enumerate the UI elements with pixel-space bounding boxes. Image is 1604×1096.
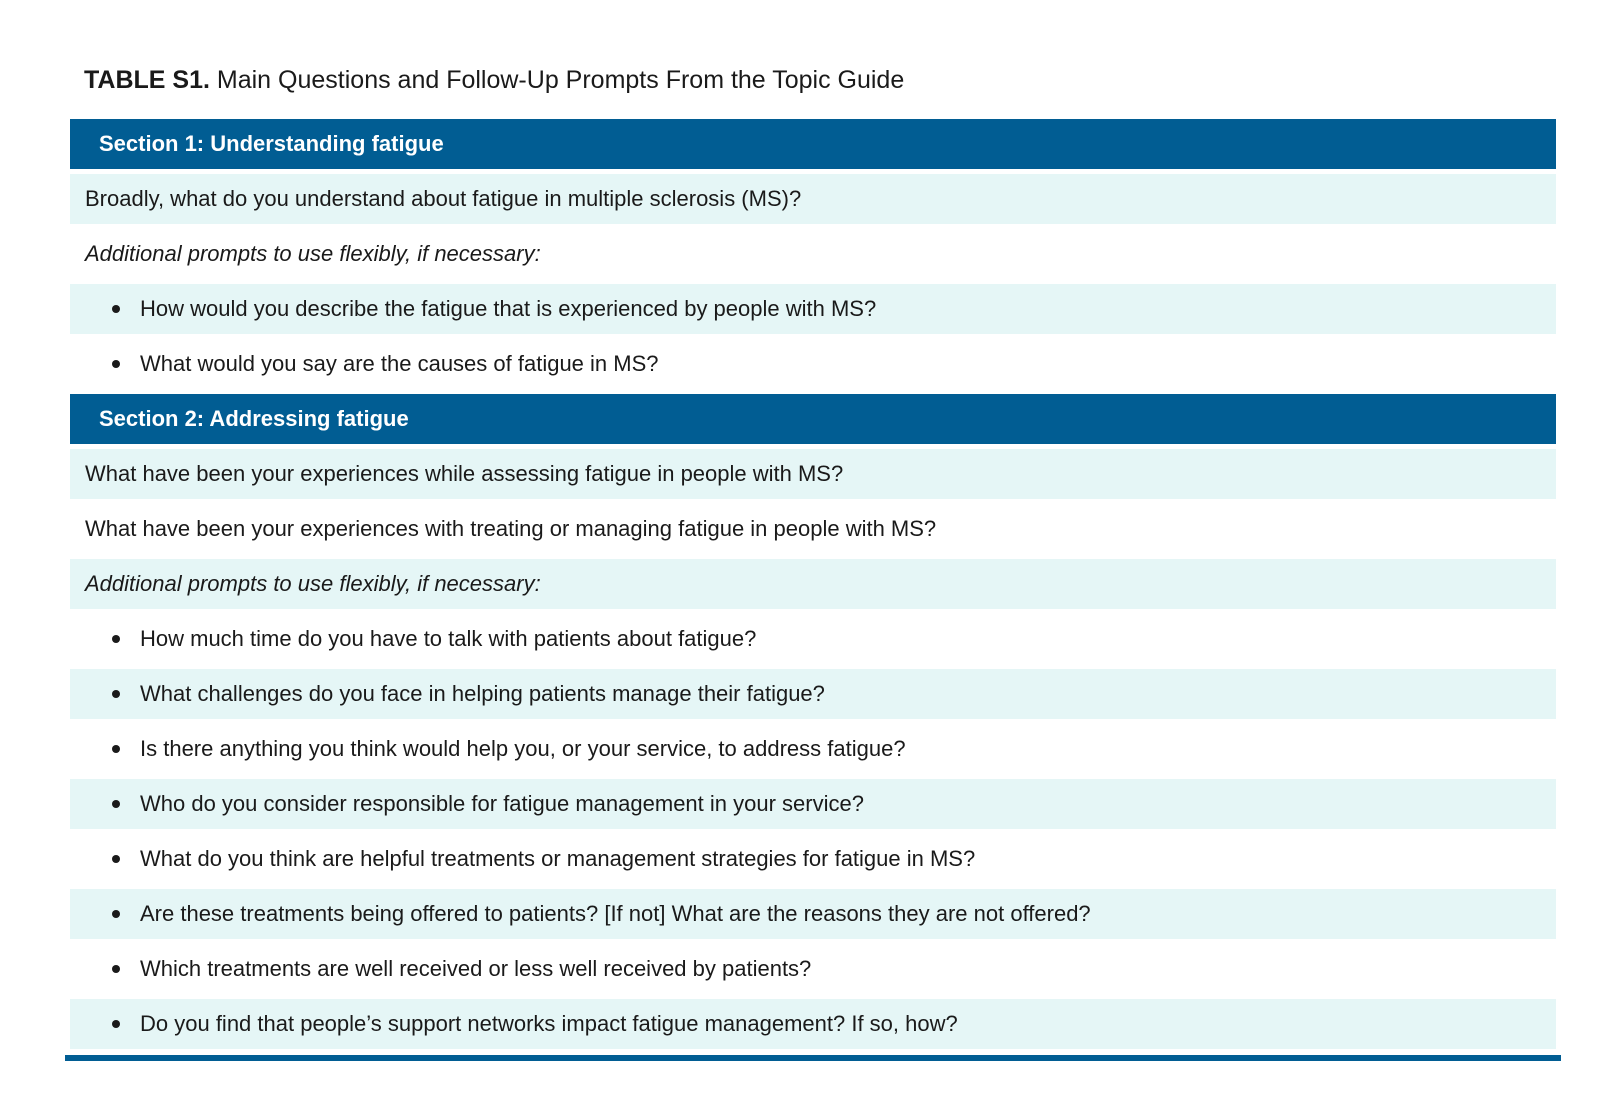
- prompts-intro-row: [70, 559, 1556, 609]
- row-text: Which treatments are well received or less well received by patients?: [140, 956, 812, 981]
- bullet-icon: [112, 855, 120, 863]
- prompt-bullet-row: [70, 284, 1556, 334]
- row-text: Broadly, what do you understand about fatigue in multiple sclerosis (MS)?: [85, 186, 802, 211]
- row-text: How much time do you have to talk with patients about fatigue?: [140, 626, 757, 651]
- row-text: Are these treatments being offered to patients? [If not] What are the reasons they are not offered?: [140, 901, 1091, 926]
- main-question-row: [70, 174, 1556, 224]
- row-text: Additional prompts to use flexibly, if necessary:: [85, 571, 541, 596]
- topic-guide-table: [70, 119, 1556, 1054]
- prompt-bullet-row: [70, 724, 1556, 774]
- bullet-icon: [112, 1020, 120, 1028]
- table-bottom-rule: [65, 1055, 1561, 1061]
- table-caption: [84, 62, 904, 98]
- prompts-intro-row: [70, 229, 1556, 279]
- prompt-bullet-row: [70, 889, 1556, 939]
- row-text: What have been your experiences while assessing fatigue in people with MS?: [85, 461, 844, 486]
- prompt-bullet-row: [70, 614, 1556, 664]
- section-header: [70, 394, 1556, 444]
- bullet-icon: [112, 690, 120, 698]
- bullet-icon: [112, 965, 120, 973]
- bullet-icon: [112, 635, 120, 643]
- main-question-row: [70, 504, 1556, 554]
- prompt-bullet-row: [70, 834, 1556, 884]
- row-text: Section 2: Addressing fatigue: [99, 406, 409, 431]
- row-text: What would you say are the causes of fatigue in MS?: [140, 351, 659, 376]
- row-text: Who do you consider responsible for fatigue management in your service?: [140, 791, 864, 816]
- bullet-icon: [112, 360, 120, 368]
- prompt-bullet-row: [70, 999, 1556, 1049]
- row-text: What do you think are helpful treatments or management strategies for fatigue in MS?: [140, 846, 976, 871]
- row-text: Is there anything you think would help you, or your service, to address fatigue?: [140, 736, 906, 761]
- row-text: Do you find that people’s support networks impact fatigue management? If so, how?: [140, 1011, 958, 1036]
- prompt-bullet-row: [70, 669, 1556, 719]
- bullet-icon: [112, 910, 120, 918]
- section-header: [70, 119, 1556, 169]
- bullet-icon: [112, 745, 120, 753]
- row-text: What challenges do you face in helping patients manage their fatigue?: [140, 681, 825, 706]
- bullet-icon: [112, 800, 120, 808]
- table-title: Main Questions and Follow-Up Prompts From the Topic Guide: [209, 66, 905, 94]
- main-question-row: [70, 449, 1556, 499]
- prompt-bullet-row: [70, 944, 1556, 994]
- row-text: How would you describe the fatigue that is experienced by people with MS?: [140, 296, 877, 321]
- table-label: TABLE S1.: [84, 66, 210, 94]
- prompt-bullet-row: [70, 339, 1556, 389]
- row-text: What have been your experiences with treating or managing fatigue in people with MS?: [85, 516, 937, 541]
- row-text: Section 1: Understanding fatigue: [99, 131, 444, 156]
- bullet-icon: [112, 305, 120, 313]
- prompt-bullet-row: [70, 779, 1556, 829]
- row-text: Additional prompts to use flexibly, if necessary:: [85, 241, 541, 266]
